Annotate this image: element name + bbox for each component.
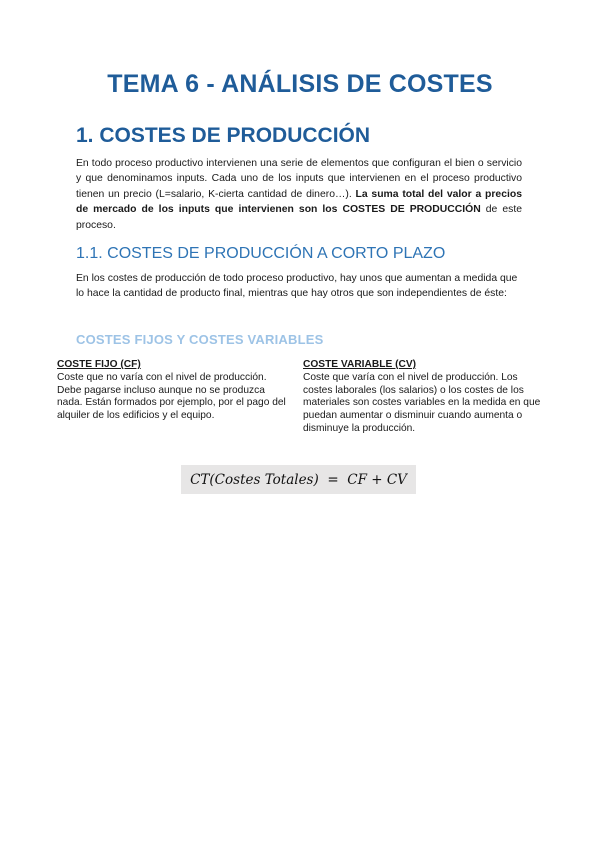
fixed-cost-text: Coste que no varía con el nivel de producción. Debe pagarse incluso aunque no se produzca nada. Están formados por ejemplo, por el pago del alquiler de los edificios y el equipo.: [57, 371, 286, 422]
variable-cost-column: [303, 359, 541, 436]
document-title: TEMA 6 - ANÁLISIS DE COSTES: [107, 70, 493, 98]
paragraph-bold-text: La suma total del valor a precios de mercado de los inputs que intervienen son los COSTES DE PRODUCCIÓN: [76, 188, 522, 216]
total-cost-formula: CT(Costes Totales) = CF + CV: [181, 465, 416, 494]
paragraph-text: En todo proceso productivo intervienen una serie de elementos que configuran el bien o servicio y que denominamos inputs. Cada uno de los inputs que intervienen en el proceso productivo tienen un precio (L=salario, K-cierta cantidad de dinero…).: [76, 158, 522, 200]
variable-cost-title: COSTE VARIABLE (CV): [303, 359, 417, 370]
fixed-cost-column: [57, 359, 289, 423]
fixed-cost-title: COSTE FIJO (CF): [57, 359, 141, 370]
paragraph-end-text: de este proceso.: [76, 204, 522, 231]
variable-cost-text: Coste que varía con el nivel de producción. Los costes laborales (los salarios) o los costes de los materiales son costes variables en la medida en que puedan aumentar o disminuir cuando aumenta o disminuye la producción.: [303, 371, 541, 434]
section-1-heading: 1. COSTES DE PRODUCCIÓN: [76, 124, 371, 147]
section-1-paragraph: [76, 156, 522, 233]
section-1-1-paragraph: En los costes de producción de todo proceso productivo, hay unos que aumentan a medida que lo hace la cantidad de producto final, mientras que hay otros que son independientes de éste:: [76, 273, 518, 300]
subsection-heading: COSTES FIJOS Y COSTES VARIABLES: [76, 332, 324, 347]
section-1-1-heading: 1.1. COSTES DE PRODUCCIÓN A CORTO PLAZO: [76, 245, 446, 262]
